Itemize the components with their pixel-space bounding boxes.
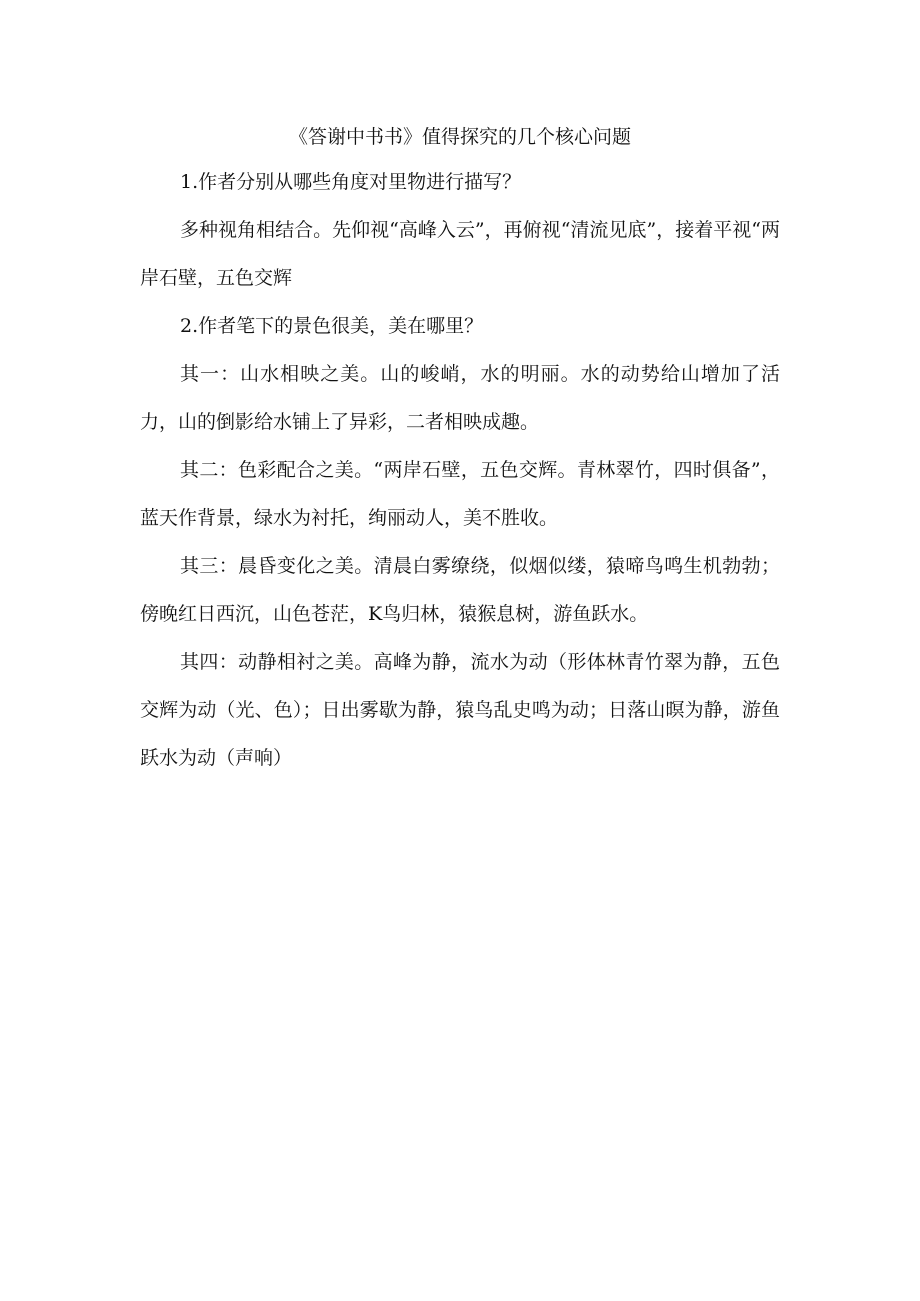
question-2: 2.作者笔下的景色很美，美在哪里？ bbox=[180, 315, 484, 337]
answer-1: 多种视角相结合。先仰视“高峰入云”，再俯视“清流见底”，接着平视“两岸石壁，五色交辉 bbox=[140, 219, 780, 289]
answer-2-point-4: 其四：动静相衬之美。高峰为静，流水为动（形体林青竹翠为静，五色交辉为动（光、色）；日出雾歇为静，猿鸟乱史鸣为动；日落山暝为静，游鱼跃水为动（声响） bbox=[140, 651, 780, 769]
document-title: 《答谢中书书》值得探究的几个核心问题 bbox=[288, 126, 631, 148]
answer-2-point-2: 其二：色彩配合之美。“两岸石壁，五色交辉。青林翠竹，四时俱备”，蓝天作背景，绿水为衬托，绚丽动人，美不胜收。 bbox=[140, 459, 780, 529]
question-1: 1.作者分别从哪些角度对里物进行描写？ bbox=[180, 171, 522, 193]
answer-2-point-3: 其三：晨昏变化之美。清晨白雾缭绕，似烟似缕，猿啼鸟鸣生机勃勃；傍晚红日西沉，山色苍茫，K鸟归林，猿猴息树，游鱼跃水。 bbox=[140, 555, 780, 625]
answer-2-point-1: 其一：山水相映之美。山的峻峭，水的明丽。水的动势给山增加了活力，山的倒影给水铺上了异彩，二者相映成趣。 bbox=[140, 363, 780, 433]
